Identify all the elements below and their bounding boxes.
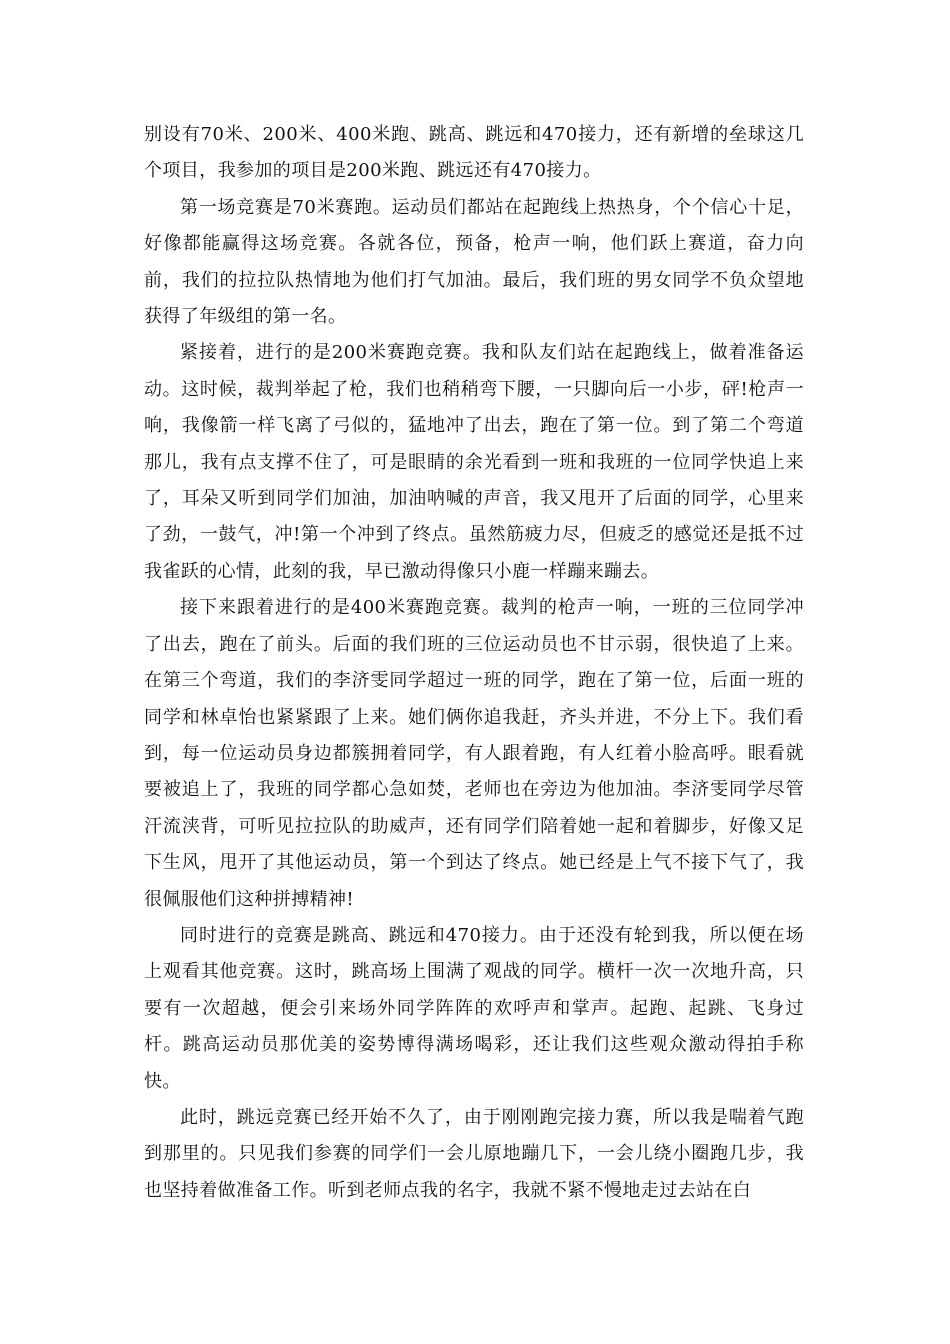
document-body: [144, 117, 804, 1209]
paragraph-6: 此时，跳远竞赛已经开始不久了，由于刚刚跑完接力赛，所以我是喘着气跑到那里的。只见我们参赛的同学们一会儿原地蹦几下，一会儿绕小圈跑几步，我也坚持着做准备工作。听到老师点我的名字，我就不紧不慢地走过去站在白: [144, 1106, 804, 1201]
paragraph-1: 别设有70米、200米、400米跑、跳高、跳远和470接力，还有新增的垒球这几个项目，我参加的项目是200米跑、跳远还有470接力。: [144, 124, 804, 182]
paragraph-2: 第一场竞赛是70米赛跑。运动员们都站在起跑线上热热身，个个信心十足，好像都能赢得这场竞赛。各就各位，预备，枪声一响，他们跃上赛道，奋力向前，我们的拉拉队热情地为他们打气加油。最后，我们班的男女同学不负众望地获得了年级组的第一名。: [144, 196, 804, 328]
paragraph-4: 接下来跟着进行的是400米赛跑竞赛。裁判的枪声一响，一班的三位同学冲了出去，跑在了前头。后面的我们班的三位运动员也不甘示弱，很快追了上来。在第三个弯道，我们的李济雯同学超过一班的同学，跑在了第一位，后面一班的同学和林卓怡也紧紧跟了上来。她们俩你追我赶，齐头并进，不分上下。我们看到，每一位运动员身边都簇拥着同学，有人跟着跑，有人红着小脸高呼。眼看就要被追上了，我班的同学都心急如焚，老师也在旁边为他加油。李济雯同学尽管汗流浃背，可听见拉拉队的助威声，还有同学们陪着她一起和着脚步，好像又足下生风，甩开了其他运动员，第一个到达了终点。她已经是上气不接下气了，我很佩服他们这种拼搏精神!: [144, 597, 804, 910]
paragraph-3: 紧接着，进行的是200米赛跑竞赛。我和队友们站在起跑线上，做着准备运动。这时候，裁判举起了枪，我们也稍稍弯下腰，一只脚向后一小步，砰!枪声一响，我像箭一样飞离了弓似的，猛地冲了出去，跑在了第一位。到了第二个弯道那儿，我有点支撑不住了，可是眼睛的余光看到一班和我班的一位同学快追上来了，耳朵又听到同学们加油，加油呐喊的声音，我又甩开了后面的同学，心里来了劲，一鼓气，冲!第一个冲到了终点。虽然筋疲力尽，但疲乏的感觉还是抵不过我雀跃的心情，此刻的我，早已激动得像只小鹿一样蹦来蹦去。: [144, 342, 804, 582]
paragraph-5: 同时进行的竞赛是跳高、跳远和470接力。由于还没有轮到我，所以便在场上观看其他竞赛。这时，跳高场上围满了观战的同学。横杆一次一次地升高，只要有一次超越，便会引来场外同学阵阵的欢呼声和掌声。起跑、起跳、飞身过杆。跳高运动员那优美的姿势博得满场喝彩，还让我们这些观众激动得拍手称快。: [144, 924, 804, 1092]
